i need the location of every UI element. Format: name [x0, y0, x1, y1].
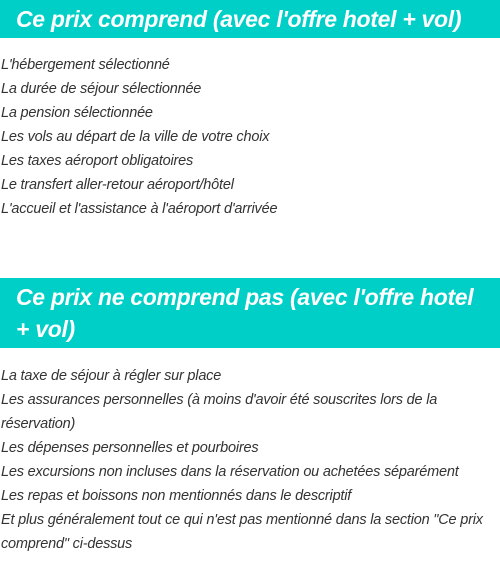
excluded-item: La taxe de séjour à régler sur place	[1, 368, 222, 384]
included-items-list	[0, 53, 500, 221]
included-item: Les taxes aéroport obligatoires	[1, 153, 194, 169]
included-item: L'accueil et l'assistance à l'aéroport d'arrivée	[1, 201, 278, 217]
included-item: Le transfert aller-retour aéroport/hôtel	[1, 177, 234, 193]
included-section-title: Ce prix comprend (avec l'offre hotel + vol)	[0, 0, 500, 38]
included-item: Les vols au départ de la ville de votre choix	[1, 129, 270, 145]
excluded-item: Les repas et boissons non mentionnés dans le descriptif	[1, 488, 352, 504]
excluded-items-list	[0, 364, 500, 556]
included-section	[0, 0, 500, 221]
included-item: La pension sélectionnée	[1, 105, 153, 121]
included-item: L'hébergement sélectionné	[1, 57, 170, 73]
excluded-item: Et plus généralement tout ce qui n'est pas mentionné dans la section "Ce prix comprend" ci-dessus	[1, 512, 483, 552]
included-item: La durée de séjour sélectionnée	[1, 81, 202, 97]
excluded-section	[0, 278, 500, 556]
excluded-item: Les excursions non incluses dans la réservation ou achetées séparément	[1, 464, 459, 480]
excluded-item: Les assurances personnelles (à moins d'avoir été souscrites lors de la réservation)	[1, 392, 438, 432]
excluded-section-title: Ce prix ne comprend pas (avec l'offre hotel + vol)	[0, 278, 500, 348]
excluded-item: Les dépenses personnelles et pourboires	[1, 440, 259, 456]
